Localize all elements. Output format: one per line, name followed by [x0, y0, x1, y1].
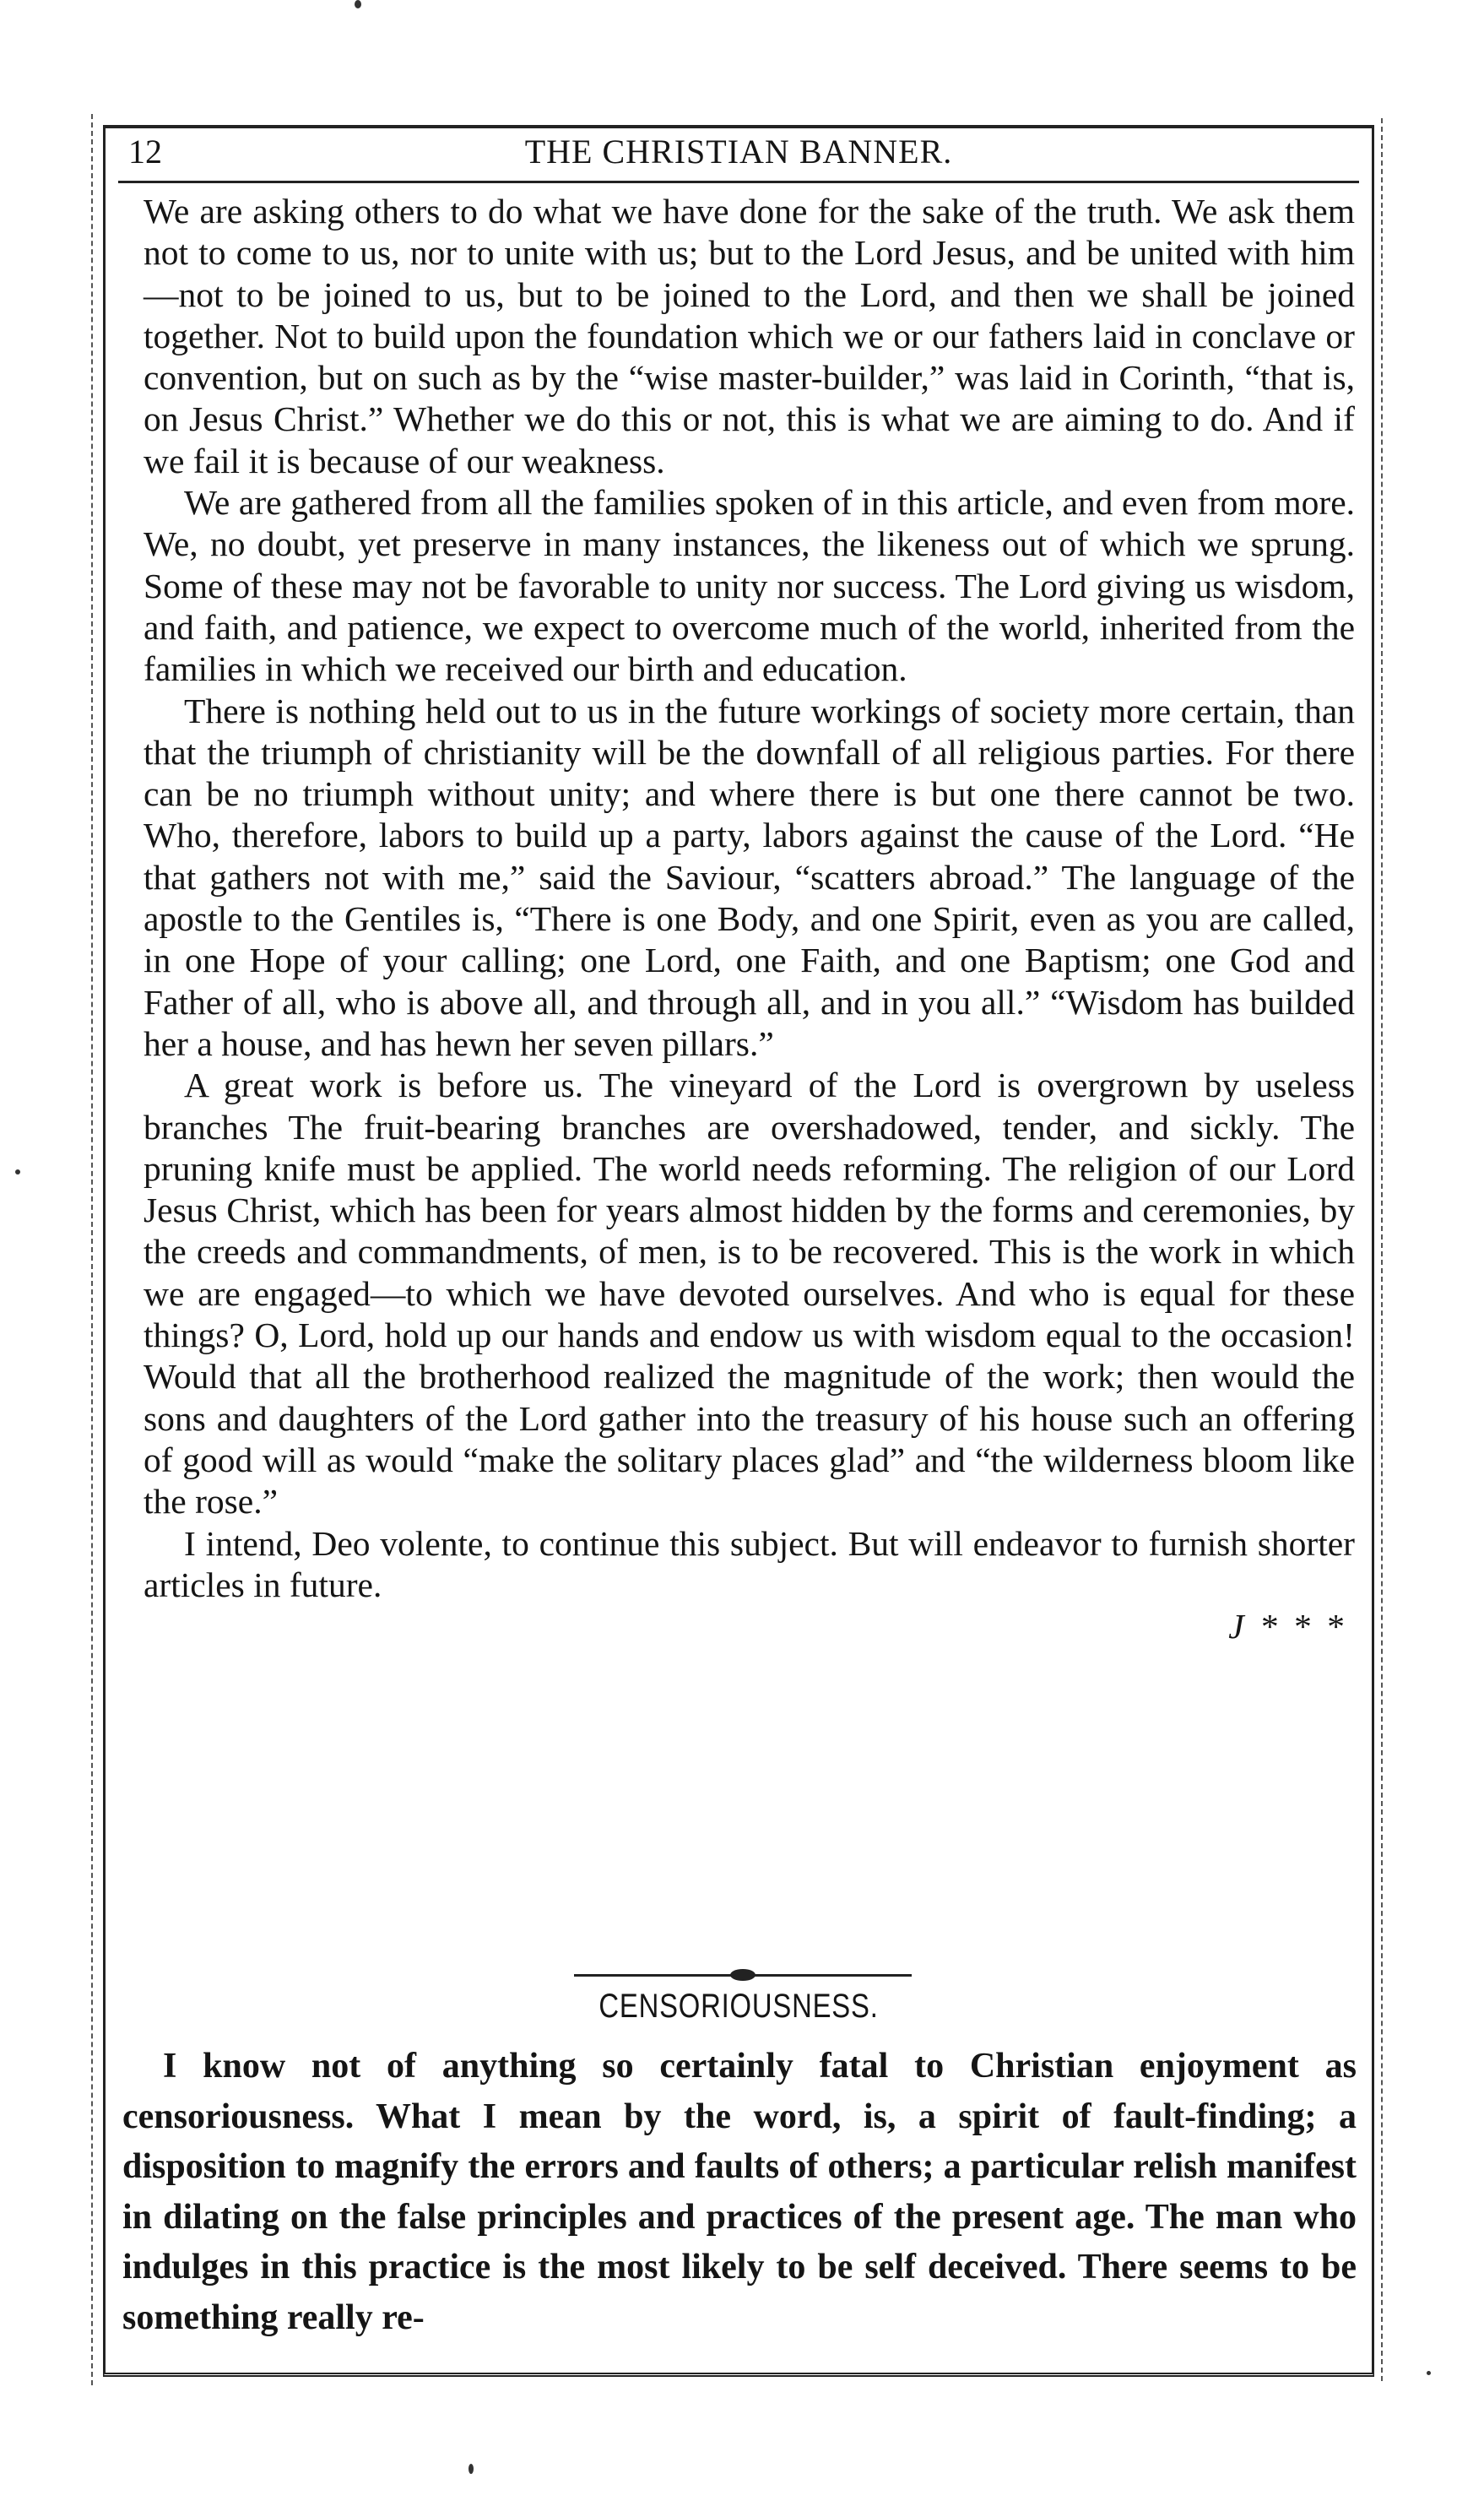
- article-paragraph: We are gathered from all the families spoken of in this article, and even from more. We, no doubt, yet preserve in many instances, the likeness out of which we sprung. Some of these may not be favorable to unity nor success. The Lord giving us wisdom, and faith, and patience, we expect to overcome much of the world, inherited from the families in which we received our birth and education.: [144, 483, 1355, 689]
- closing-text: I intend, Deo volente, to continue this subject. But will endeavor to furnish shorter articles in future.: [144, 1523, 1355, 1604]
- article-closing: [144, 1523, 1355, 1607]
- print-speck: [1427, 2371, 1431, 2375]
- print-speck: [468, 2464, 474, 2474]
- section-body: [122, 2042, 1357, 2343]
- journal-title: THE CHRISTIAN BANNER.: [524, 133, 953, 171]
- section-divider: [574, 1969, 912, 1981]
- article-paragraph: A great work is before us. The vineyard of the Lord is overgrown by useless branches The fruit-bearing branches are overshadowed, tender, and sickly. The pruning knife must be applied. The world needs reforming. The religion of our Lord Jesus Christ, which has been for years almost hidden by the forms and ceremonies, by the creeds and commandments, of men, is to be recovered. This is the work in which we are engaged—to which we have devoted ourselves. And who is equal for these things? O, Lord, hold up our hands and endow us with wisdom equal to the occasion! Would that all the brotherhood realized the magnitude of the work; then would the sons and daughters of the Lord gather into the treasury of his house such an offering of good will as would “make the solitary places glad” and “the wilderness bloom like the rose.”: [144, 1066, 1355, 1522]
- outer-border-right: [1381, 118, 1383, 2381]
- divider-ornament: [730, 1969, 756, 1981]
- print-speck: [355, 0, 361, 8]
- section-heading: CENSORIOUSNESS.: [598, 1988, 879, 2025]
- page-number: 12: [128, 133, 162, 171]
- article-paragraph: We are asking others to do what we have done for the sake of the truth. We ask them not to come to us, nor to unite with us; but to the Lord Jesus, and be united with him—not to be joined to us, but to be joined to the Lord, and then we shall be joined together. Not to build upon the foundation which we or our fathers laid in conclave or convention, but on such as by the “wise master-builder,” was laid in Corinth, “that is, on Jesus Christ.” Whether we do this or not, this is what we are aiming to do. And if we fail it is because of our weakness.: [144, 192, 1355, 480]
- author-signature: J * * *: [1228, 1607, 1346, 1646]
- running-head: [118, 128, 1359, 183]
- section-paragraph: I know not of anything so certainly fatal to Christian enjoyment as censoriousness. What I mean by the word, is, a spirit of fault-finding; a disposition to magnify the errors and faults of others; a particular relish manifest in dilating on the false principles and practices of the present age. The man who indulges in this practice is the most likely to be self deceived. There seems to be something really re-: [122, 2047, 1357, 2337]
- signature-line: [144, 1606, 1355, 1647]
- article-paragraph: There is nothing held out to us in the future workings of society more certain, than that the triumph of christianity will be the downfall of all religious parties. For there can be no triumph without unity; and where there is but one there cannot be two. Who, therefore, labors to build up a party, labors against the cause of the Lord. “He that gathers not with me,” said the Saviour, “scatters abroad.” The language of the apostle to the Gentiles is, “There is one Body, and one Spirit, even as you are called, in one Hope of your calling; one Lord, one Faith, and one Baptism; one God and Father of all, who is above all, and through all, and in you all.” “Wisdom has builded her a house, and has hewn her seven pillars.”: [144, 691, 1355, 1063]
- outer-border-left: [91, 114, 93, 2385]
- print-speck: [15, 1169, 20, 1174]
- article-body: [144, 191, 1355, 1647]
